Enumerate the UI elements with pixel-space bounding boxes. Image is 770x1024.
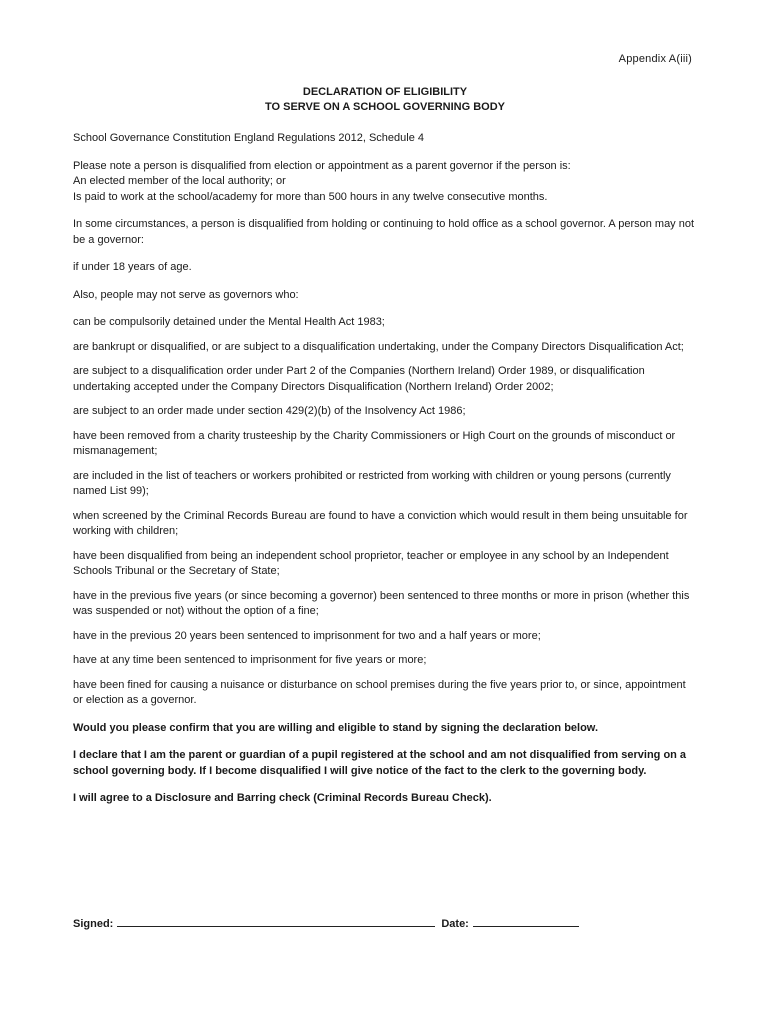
parent-condition-2: Is paid to work at the school/academy for more than 500 hours in any twelve consecutive months. [73,190,548,203]
signature-row [73,916,695,930]
disqualification-item: have been removed from a charity trusteeship by the Charity Commissioners or High Court on the grounds of misconduct or mismanagement; [73,429,676,457]
parent-governor-intro: Please note a person is disqualified from election or appointment as a parent governor if the person is: [73,159,571,172]
disqualification-item: have in the previous five years (or since becoming a governor) been sentenced to three months or more in prison (whether this was suspended or not) without the option of a fine; [73,589,690,617]
signature-field[interactable] [117,916,435,927]
signed-label: Signed: [73,918,114,930]
appendix-label: Appendix A(iii) [618,53,692,65]
disqualification-item: when screened by the Criminal Records Bureau are found to have a conviction which would result in them being unsuitable for working with children; [73,509,688,537]
disqualification-item: have in the previous 20 years been sentenced to imprisonment for two and a half years or more; [73,629,541,642]
date-label: Date: [441,918,469,930]
disqualification-item: have been fined for causing a nuisance or disturbance on school premises during the five years prior to, or since, appointment or election as a governor. [73,678,686,706]
document-title [0,85,770,115]
declaration-statement: I declare that I am the parent or guardian of a pupil registered at the school and am not disqualified from serving on a school governing body. If I become disqualified I will give notice of the fact to the clerk to the governing body. [73,749,687,777]
disqualification-item: are subject to an order made under section 429(2)(b) of the Insolvency Act 1986; [73,405,466,417]
title-line-2: TO SERVE ON A SCHOOL GOVERNING BODY [264,101,505,113]
confirm-statement: Would you please confirm that you are willing and eligible to stand by signing the declaration below. [73,721,599,734]
disqualification-item: can be compulsorily detained under the Mental Health Act 1983; [73,316,385,328]
date-field[interactable] [473,916,579,927]
dbs-agreement: I will agree to a Disclosure and Barring check (Criminal Records Bureau Check). [73,792,492,804]
disqualification-item: have been disqualified from being an independent school proprietor, teacher or employee in any school by an Independent Schools Tribunal or the Secretary of State; [73,549,669,577]
document-body [73,131,695,807]
disqualification-item: are subject to a disqualification order under Part 2 of the Companies (Northern Ireland) Order 1989, or disqualification undertaking accepted under the Company Directors Disqualification (Northern Ireland) Order 2002; [73,365,645,393]
also-intro: Also, people may not serve as governors who: [73,288,299,301]
disqualification-item: are bankrupt or disqualified, or are subject to a disqualification undertaking, under the Company Directors Disqualification Act; [73,340,684,353]
title-line-1: DECLARATION OF ELIGIBILITY [302,86,468,98]
circumstances-paragraph: In some circumstances, a person is disqualified from holding or continuing to hold office as a school governor. A person may not be a governor: [73,218,695,246]
age-condition: if under 18 years of age. [73,261,192,273]
regulation-reference: School Governance Constitution England Regulations 2012, Schedule 4 [73,132,425,144]
disqualification-item: have at any time been sentenced to imprisonment for five years or more; [73,654,427,666]
disqualification-item: are included in the list of teachers or workers prohibited or restricted from working with children or young persons (currently named List 99); [73,469,671,497]
parent-condition-1: An elected member of the local authority; or [73,175,286,187]
